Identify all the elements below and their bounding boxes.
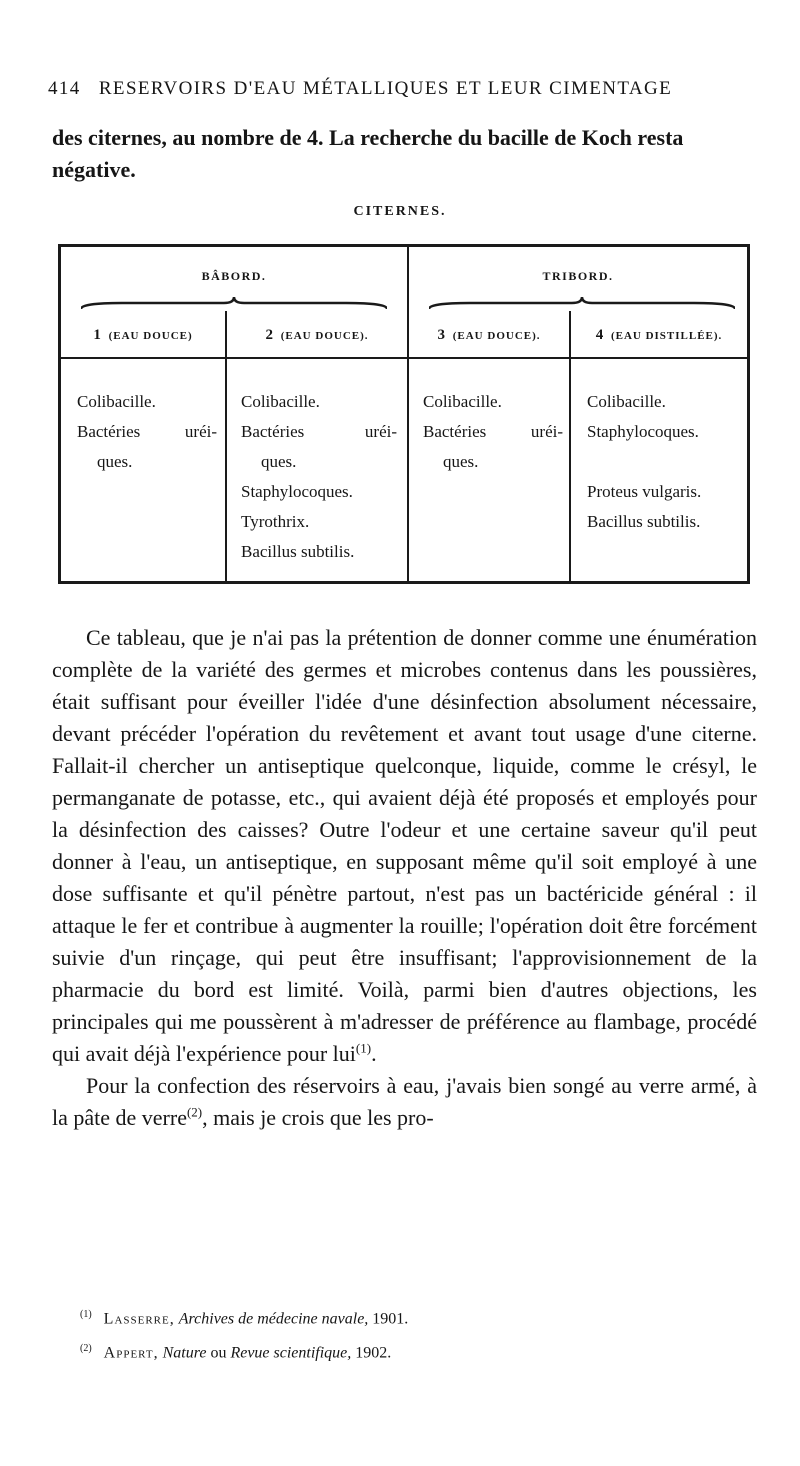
table-caption: CITERNES. — [353, 204, 447, 219]
table-cell-col2 — [241, 387, 401, 567]
table-side-divider — [407, 247, 409, 581]
cell-line: Proteus vulgaris. — [587, 482, 702, 501]
footnote-title: Archives de médecine navale, — [178, 1310, 369, 1328]
footnote-mark: (1) — [80, 1309, 92, 1320]
cell-word: Bactéries — [241, 422, 305, 441]
column-number: 3 — [437, 327, 446, 343]
cell-line — [423, 417, 567, 447]
column-header-2 — [227, 327, 407, 344]
footnotes — [80, 1300, 740, 1369]
cell-line — [77, 417, 221, 447]
column-label: (EAU DOUCE) — [108, 330, 193, 342]
paragraph — [52, 622, 757, 1070]
column-label: (EAU DISTILLÉE). — [610, 330, 723, 342]
column-number: 2 — [265, 327, 274, 343]
cell-line: Colibacille. — [77, 392, 156, 411]
paragraph-text: Ce tableau, que je n'ai pas la prétention de donner comme une énumération complète de la variété des germes et microbes contenus dans les poussières, était suffisant pour éveiller l'idée d'une désinfection absolument nécessaire, devant précéder l'opération du revêtement et avant tout usage d'une citerne. Fallait-il chercher un antiseptique quelconque, liquide, comme le crésyl, le permanganate de potasse, etc., qui avaient déjà été proposés et employés pour la désinfection des caisses? Outre l'odeur et une certaine saveur qu'il peut donner à l'eau, un antiseptique, en supposant même qu'il soit employé à une dose suffisante et qu'il pénètre partout, n'est pas un bactéricide général : il attaque le fer et contribue à augmenter la rouille; l'opération doit être forcément suivie d'un rinçage, qui peut être insuffisant; l'approvisionnement de la pharmacie du bord est limité. Voilà, parmi bien d'autres objections, les principales qui me poussèrent à m'adresser de préférence au flambage, procédé qui avait déjà l'expérience pour lui — [52, 625, 757, 1066]
cell-word: uréi- — [364, 422, 397, 441]
footnote-year: 1901. — [372, 1310, 409, 1328]
table-cell-col4 — [587, 387, 747, 537]
cell-word: uréi- — [184, 422, 217, 441]
footnote-author: Lasserre, — [103, 1310, 175, 1328]
column-label: (EAU DOUCE). — [280, 330, 369, 342]
cell-line: Staphylocoques. — [241, 482, 353, 501]
cell-line — [241, 417, 401, 447]
column-label: (EAU DOUCE). — [452, 330, 541, 342]
side-header-tribord: TRIBORD. — [542, 269, 614, 283]
cell-word: uréi- — [530, 422, 563, 441]
column-number: 1 — [93, 327, 102, 343]
footnote-conjunction: ou — [210, 1344, 227, 1362]
cell-line: ques. — [443, 452, 479, 471]
footnote — [80, 1300, 740, 1334]
column-number: 4 — [595, 327, 605, 343]
cell-line: Staphylocoques. — [587, 422, 699, 441]
cell-line: Tyrothrix. — [241, 512, 310, 531]
cell-line: Colibacille. — [587, 392, 666, 411]
table-header-rule — [61, 357, 747, 359]
footnote-ref: (1) — [355, 1040, 372, 1056]
table-cell-col1 — [77, 387, 221, 477]
footnote-title: Revue scientifique, — [230, 1344, 352, 1362]
cell-line: Bacillus subtilis. — [241, 542, 355, 561]
intro-text: des citernes, au nombre de 4. La recherche du bacille de Koch resta négative. — [52, 125, 684, 182]
cell-line — [587, 447, 747, 477]
footnote-mark: (2) — [80, 1343, 92, 1355]
brace-babord — [81, 297, 387, 311]
column-header-1 — [61, 327, 225, 344]
cell-line: Colibacille. — [241, 392, 320, 411]
table-cell-col3 — [423, 387, 567, 477]
footnote — [80, 1334, 740, 1368]
column-header-4 — [571, 327, 747, 344]
cell-word: Bactéries — [423, 422, 487, 441]
paragraph-text: Pour la confection des réservoirs à eau, j'avais bien songé au verre armé, à la pâte de verre — [52, 1073, 757, 1130]
page-number: 414 — [48, 78, 81, 99]
footnote-title: Nature — [162, 1344, 207, 1362]
cell-line: Colibacille. — [423, 392, 502, 411]
brace-tribord — [429, 297, 735, 311]
paragraph — [52, 1070, 757, 1134]
footnote-year: 1902. — [355, 1344, 392, 1362]
cell-line: ques. — [261, 452, 297, 471]
cell-word: Bactéries — [77, 422, 141, 441]
cell-line: Bacillus subtilis. — [587, 512, 701, 531]
paragraph-text: , mais je crois que les pro- — [202, 1105, 434, 1130]
cisterns-table — [58, 244, 750, 584]
body-text — [52, 622, 757, 1134]
footnote-ref: (2) — [186, 1104, 203, 1120]
footnote-author: Appert, — [103, 1344, 159, 1362]
paragraph-text: . — [371, 1041, 377, 1066]
running-header — [48, 78, 748, 100]
table-col-divider — [225, 311, 227, 581]
table-col-divider — [569, 311, 571, 581]
column-header-3 — [409, 327, 569, 344]
cell-line: ques. — [97, 452, 133, 471]
running-title: RESERVOIRS D'EAU MÉTALLIQUES ET LEUR CIMENTAGE — [98, 78, 673, 99]
side-header-babord: BÂBORD. — [201, 269, 267, 283]
